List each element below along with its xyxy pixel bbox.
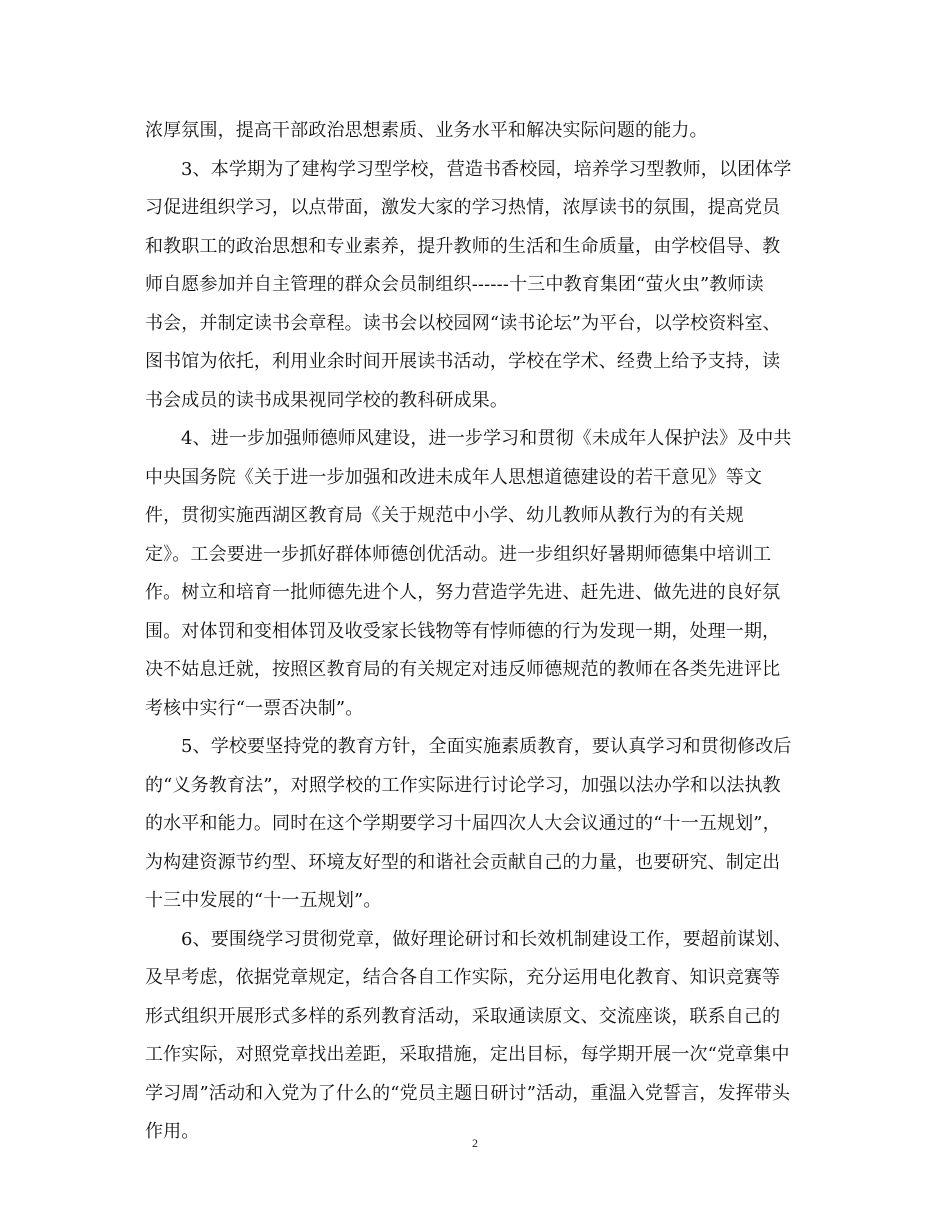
text-line: 及早考虑，依据党章规定，结合各自工作实际，充分运用电化教育、知识竞赛等	[145, 967, 781, 988]
text-line: 的“义务教育法”，对照学校的工作实际进行讨论学习，加强以法办学和以法执教	[145, 774, 781, 796]
text-line: 工作实际，对照党章找出差距，采取措施，定出目标，每学期开展一次“党章集中	[145, 1044, 790, 1065]
text-line: 和教职工的政治思想和专业素养，提升教师的生活和生命质量，由学校倡导、教	[145, 235, 781, 257]
text-line: 形式组织开展形式多样的系列教育活动，采取通读原文、交流座谈，联系自己的	[145, 1005, 781, 1027]
text-line: 作。树立和培育一批师德先进个人，努力营造学先进、赶先进、做先进的良好氛	[145, 582, 781, 603]
text-line: 围。对体罚和变相体罚及收受家长钱物等有悖师德的行为发现一期，处理一期，	[145, 620, 781, 642]
text-line: 习促进组织学习，以点带面，激发大家的学习热情，浓厚读书的氛围，提高党员	[145, 197, 781, 218]
text-line: 为构建资源节约型、环境友好型的和谐社会贡献自己的力量，也要研究、制定出	[145, 851, 781, 873]
paragraph-first-line: 5、学校要坚持党的教育方针，全面实施素质教育，要认真学习和贯彻修改后	[181, 736, 792, 757]
text-line: 十三中发展的“十一五规划”。	[145, 890, 382, 911]
text-line: 考核中实行“一票否决制”。	[145, 697, 364, 719]
text-line: 中央国务院《关于进一步加强和改进未成年人思想道德建设的若干意见》等文	[145, 466, 763, 488]
text-line: 师自愿参加并自主管理的群众会员制组织------十三中教育集团“萤火虫”教师读	[145, 274, 764, 295]
text-line: 浓厚氛围，提高干部政治思想素质、业务水平和解决实际问题的能力。	[145, 120, 708, 141]
text-line: 学习周”活动和入党为了什么的“党员主题日研讨”活动，重温入党誓言，发挥带头	[145, 1082, 791, 1104]
page-number: 2	[472, 1136, 478, 1150]
text-line: 决不姑息迁就，按照区教育局的有关规定对违反师德规范的教师在各类先进评比	[145, 659, 781, 680]
text-line: 定》。工会要进一步抓好群体师德创优活动。进一步组织好暑期师德集中培训工	[145, 543, 772, 565]
text-line: 件，贯彻实施西湖区教育局《关于规范中小学、幼儿教师从教行为的有关规	[145, 505, 744, 526]
text-line: 作用。	[145, 1121, 200, 1142]
text-line: 的水平和能力。同时在这个学期要学习十届四次人大会议通过的“十一五规划”，	[145, 813, 781, 834]
body-text	[145, 112, 810, 1152]
text-line: 书会成员的读书成果视同学校的教科研成果。	[145, 389, 508, 411]
paragraph-first-line: 3、本学期为了建构学习型学校，营造书香校园，培养学习型教师，以团体学	[181, 158, 792, 180]
paragraph-first-line: 4、进一步加强师德师风建设，进一步学习和贯彻《未成年人保护法》及中共	[181, 428, 792, 449]
paragraph-first-line: 6、要围绕学习贯彻党章，做好理论研讨和长效机制建设工作，要超前谋划、	[181, 928, 792, 950]
text-line: 书会，并制定读书会章程。读书会以校园网“读书论坛”为平台，以学校资料室、	[145, 312, 781, 334]
text-line: 图书馆为依托，利用业余时间开展读书活动，学校在学术、经费上给予支持，读	[145, 351, 781, 372]
